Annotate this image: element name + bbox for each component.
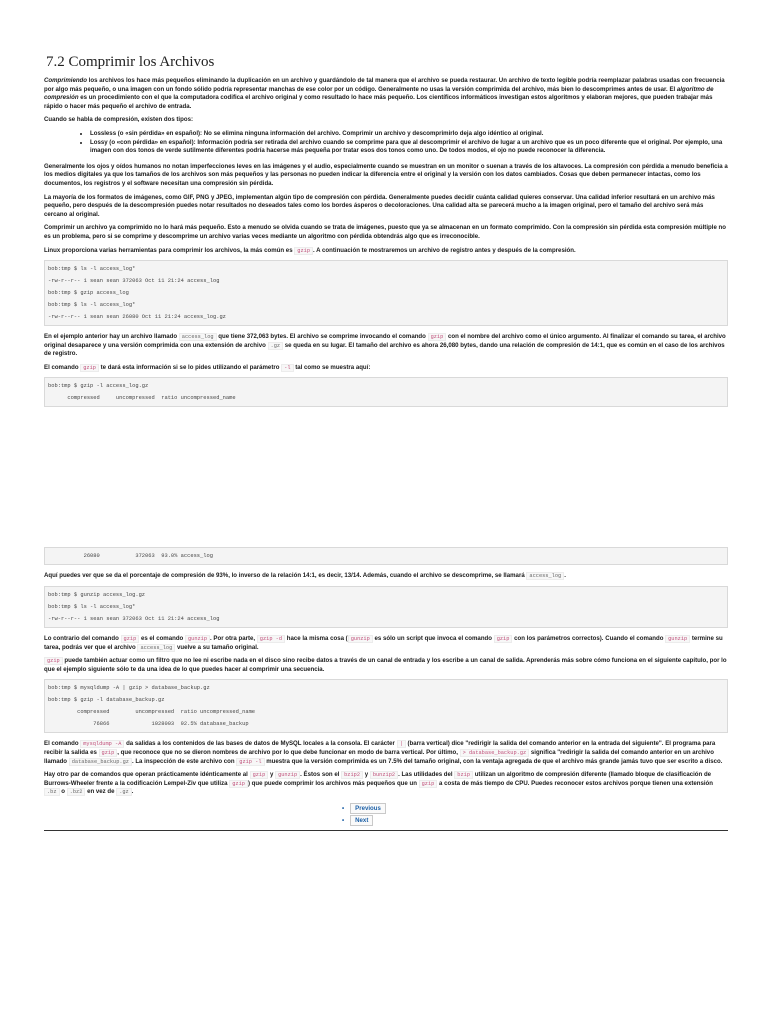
paragraph-intro: Comprimiendo los archivos los hace más pequeños eliminando la duplicación en un archivo y guardándolo de tal manera que el archivo se pueda restaurar. Un archivo de texto legible podría reemplazar palabras usadas con frecuencia por algo más pequeño, o una imagen con un fondo sólido podría representar manchas de ese color por un código. Generalmente no usas la versión comprimida del archivo, más bien lo descomprimes antes de usar. El algoritmo de compresión es un procedimiento con el que la computadora codifica el archivo original y como resultado lo hace más pequeño. Los científicos informáticos investigan estos algoritmos y elaboran mejores, que pueden trabajar más rápido o hacer más pequeño el archivo de entrada. <box>44 77 725 110</box>
paragraph-ratio: Aquí puedes ver que se da el porcentaje de compresión de 93%, lo inverso de la relación 14:1, es decir, 13/14. Además, cuando el archivo se descomprime, se llamará access_log . <box>44 572 566 580</box>
bullet-icon: • <box>342 805 345 812</box>
paragraph-gunzip: Lo contrario del comando gzip es el comando gunzip . Por otra parte, gzip -d hace la misma cosa ( gunzip es sólo un script que invoca el comando gzip con los parámetros correctos). Cuando el comando gunzip termine su tarea, podrás ver que el archivo access_log vuelve a su tamaño original. <box>44 635 723 651</box>
pager-nav <box>44 803 728 827</box>
compression-types-list <box>44 130 728 156</box>
paragraph-types-intro: Cuando se habla de compresión, existen dos tipos: <box>44 116 193 124</box>
code-line: compressed uncompressed ratio uncompressed_name <box>48 395 236 402</box>
code-block-mysqldump <box>44 679 728 733</box>
code-block-gunzip <box>44 586 728 628</box>
inline-code: access_log <box>179 333 217 341</box>
code-line: -rw-r--r-- 1 sean sean 372063 Oct 11 21:24 access_log <box>48 616 220 623</box>
inline-code: .gz <box>268 342 284 350</box>
code-line: 26080 372063 93.0% access_log <box>48 553 213 560</box>
paragraph-image-formats: La mayoría de los formatos de imágenes, como GIF, PNG y JPEG, implementan algún tipo de compresión con pérdida. Generalmente puedes decidir cuánta calidad quieres conservar. Una calidad inferior resultará en un archivo más pequeño, pero después de la descompresión puedes notar resultados no deseados tales como los bordes ásperos o decoloraciones. Una calidad alta se parecerá mucho a la imagen original, pero el tamaño del archivo será más cercano al original. <box>44 193 715 218</box>
page-title: 7.2 Comprimir los Archivos <box>46 54 215 70</box>
code-line: bob:tmp $ mysqldump -A | gzip > database_backup.gz <box>48 685 210 692</box>
list-item-lossless: • Lossless (o «sin pérdida» en español): No se elimina ninguna información del archivo. Comprimir un archivo y descomprimirlo deja algo idéntico al original. <box>90 130 728 139</box>
code-line: bob:tmp $ ls -l access_log* <box>48 266 136 273</box>
code-line: bob:tmp $ gunzip access_log.gz <box>48 592 146 599</box>
code-line: bob:tmp $ gzip -l database_backup.gz <box>48 697 165 704</box>
code-line: bob:tmp $ ls -l access_log* <box>48 302 136 309</box>
paragraph-mysqldump: El comando mysqldump -A da salidas a los contenidos de las bases de datos de MySQL locales a la consola. El carácter | (barra vertical) dice "redirigir la salida del comando anterior en la entrada del siguiente". El programa para recibir la salida es gzip , que reconoce que no se dieron nombres de archivo por lo que debe funcionar en modo de barra vertical. Por último, > database_backup.gz significa "redirigir la salida del comando anterior en un archivo llamado database_backup.gz . La inspección de este archivo con gzip -l muestra que la versión comprimida es un 7.5% del tamaño original, con la ventaja agregada de que el archivo más grande jamás tuvo que ser escrito a disco. <box>44 740 723 765</box>
paragraph-recompress: Comprimir un archivo ya comprimido no lo hará más pequeño. Esto a menudo se olvida cuando se trata de imágenes, puesto que ya se almacenan en un formato comprimido. Con la compresión sin pérdida esta compresión múltiple no es un problema, pero si se comprime y descomprime un archivo varias veces mediante un algoritmo con pérdida obtendrás algo que es irreconocible. <box>44 224 726 240</box>
blank-gap <box>44 407 728 547</box>
code-line: -rw-r--r-- 1 sean sean 26080 Oct 11 21:24 access_log.gz <box>48 314 226 321</box>
divider <box>44 830 728 831</box>
next-link[interactable]: Next <box>350 815 373 826</box>
bullet-icon: • <box>342 817 345 824</box>
inline-code: access_log <box>526 572 564 580</box>
inline-code: -l <box>281 364 293 372</box>
list-item-lossy: • Lossy (o «con pérdida» en español): Información podría ser retirada del archivo cuando se comprime para que al descomprimir el archivo de lugar a un archivo que es un poco diferente que el original. Por ejemplo, una imagen con dos tonos de verde sutilmente diferentes podría hacerse más pequeña por tratar esos dos tonos como uno. De todos modos, el ojo no puede reconocer la diferencia. <box>90 139 728 156</box>
document-page <box>44 0 728 831</box>
paragraph-filter: gzip puede también actuar como un filtro que no lee ni escribe nada en el disco sino recibe datos a través de un canal de entrada y los escribe a un canal de salida. Aprenderás más sobre cómo funciona en el siguiente capítulo, por lo que el ejemplo siguiente sólo te da una idea de lo que puedes hacer al comprimir una secuencia. <box>44 657 727 673</box>
inline-code: gzip <box>80 364 99 372</box>
paragraph-gzip-l: El comando gzip te dará esta información si se lo pides utilizando el parámetro -l tal como se muestra aquí: <box>44 363 371 371</box>
code-line: 76866 1028003 92.5% database_backup <box>48 721 249 728</box>
code-block-gzip-example <box>44 260 728 326</box>
inline-code: gzip <box>428 333 447 341</box>
code-block-gzip-l-result <box>44 547 728 565</box>
code-block-gzip-l <box>44 377 728 407</box>
previous-link[interactable]: Previous <box>350 803 386 814</box>
term-comprimiendo: Comprimiendo <box>44 77 87 84</box>
nav-item-next <box>44 815 728 827</box>
code-line: compressed uncompressed ratio uncompressed_name <box>48 709 256 716</box>
paragraph-linux-tools: Linux proporciona varias herramientas para comprimir los archivos, la más común es gzip . A continuación te mostraremos un archivo de registro antes y después de la compresión. <box>44 246 576 254</box>
paragraph-example-explained: En el ejemplo anterior hay un archivo llamado access_log que tiene 372,063 bytes. El archivo se comprime invocando el comando gzip con el nombre del archivo como el único argumento. Al finalizar el comando su tarea, el archivo original desaparece y una versión comprimida con una extensión de archivo .gz se queda en su lugar. El tamaño del archivo es ahora 26,080 bytes, dando una relación de compresión de 14:1, que es común en el caso de los archivos de registro. <box>44 333 726 358</box>
code-line: bob:tmp $ gzip access_log <box>48 290 129 297</box>
code-line: bob:tmp $ ls -l access_log* <box>48 604 136 611</box>
paragraph-bzip2: Hay otro par de comandos que operan prácticamente idénticamente al gzip y gunzip . Éstos son el bzip2 y bunzip2 . Las utilidades del bzip utilizan un algoritmo de compresión diferente (llamado bloque de clasificación de Burrows-Wheeler frente a la codificación Lempel-Ziv que utiliza gzip ) que puede comprimir los archivos más pequeños que un gzip a costa de más tiempo de CPU. Puedes reconocer estos archivos porque tienen una extensión .bz o .bz2 en vez de .gz . <box>44 771 713 796</box>
inline-code: gzip <box>294 247 313 255</box>
code-line: bob:tmp $ gzip -l access_log.gz <box>48 383 149 390</box>
paragraph-perception: Generalmente los ojos y oídos humanos no notan imperfecciones leves en las imágenes y el audio, especialmente cuando se muestran en un monitor o suenan a través de los altavoces. La compresión con pérdida a menudo beneficia a los medios digitales ya que los tamaños de los archivos son más pequeños y las personas no pueden indicar la diferencia entre el original y la versión con los datos cambiados. Cosas que deben permanecer intactas, como los documentos, los registros y el software necesitan una compresión sin pérdida. <box>44 162 728 187</box>
code-line: -rw-r--r-- 1 sean sean 372063 Oct 11 21:24 access_log <box>48 278 220 285</box>
term-algoritmo: algoritmo de compresión <box>44 85 714 102</box>
nav-item-previous <box>44 803 728 815</box>
